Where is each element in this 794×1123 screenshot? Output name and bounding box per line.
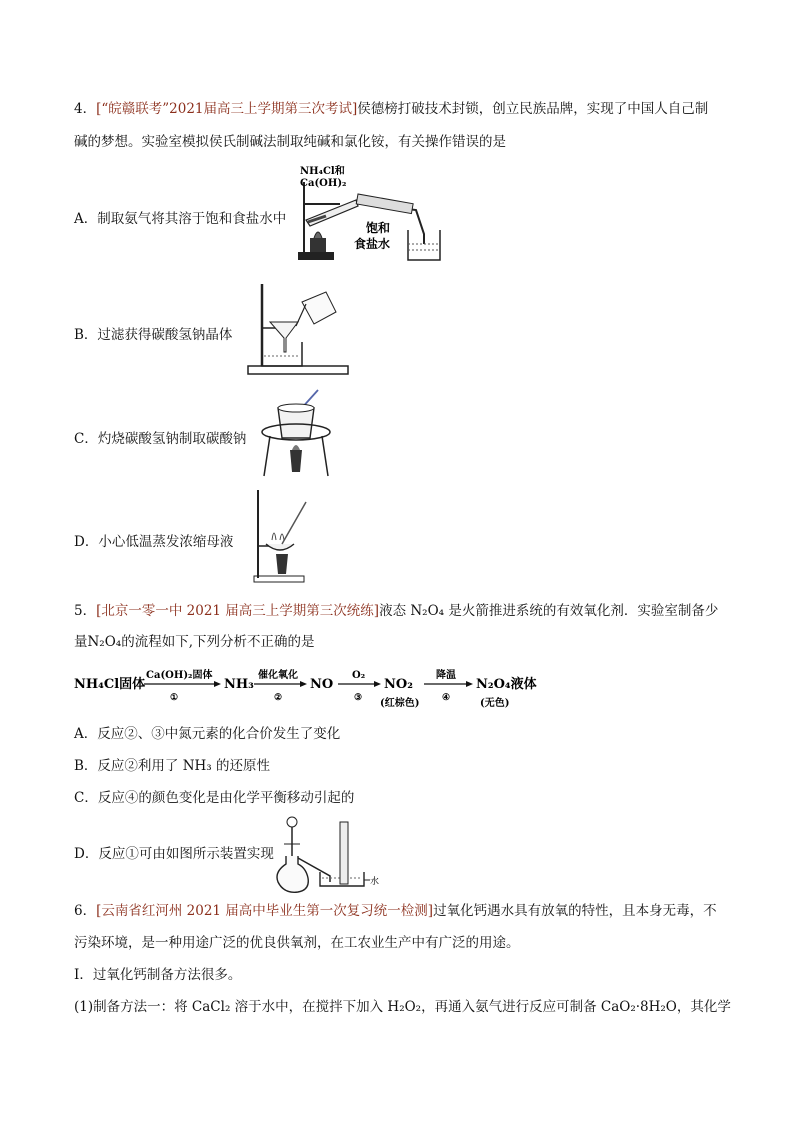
flow-arrow4-bottom: ④ [442,693,451,703]
q5-option-c[interactable]: C．反应④的颜色变化是由化学平衡移动引起的 [74,790,355,806]
flow-start: NH₄Cl固体 [74,677,146,692]
q5-number: 5． [74,603,97,619]
q5-figure-d [270,816,380,894]
q4-figure-c [256,388,336,478]
flow-s3: NO [310,677,334,692]
q6-section-heading: Ⅰ．过氧化钙制备方法很多。 [74,967,242,983]
q4-figure-a [296,164,472,264]
q4-number: 4． [74,101,97,117]
q4-option-a[interactable]: A．制取氨气将其溶于饱和食盐水中 [74,211,287,227]
q5-text: 液态 N₂O₄ 是火箭推进系统的有效氧化剂．实验室制备少 [379,603,719,619]
flow-s2: NH₃ [224,677,254,692]
flow-arrow2-bottom: ② [274,693,283,703]
q6-method1: (1)制备方法一：将 CaCl₂ 溶于水中，在搅拌下加入 H₂O₂，再通入氨气进行反应可制备 CaO₂·8H₂O，其化学 [74,999,731,1015]
q4-option-c[interactable]: C．灼烧碳酸氢钠制取碳酸钠 [74,431,247,447]
q5-stem-line1 [74,600,742,622]
q4-stem-line1 [74,98,742,120]
q5-fig-d-label: 水 [370,877,380,887]
flow-arrow3-top: O₂ [352,670,366,681]
q6-text: 过氧化钙遇水具有放氧的特性，且本身无毒，不 [433,903,717,919]
q6-number: 6． [74,903,97,919]
q5-flow-diagram [74,664,544,712]
q6-stem-line2: 污染环境，是一种用途广泛的优良供氧剂，在工农业生产中有广泛的用途。 [74,935,520,951]
q4-stem-line2: 碱的梦想。实验室模拟侯氏制碱法制取纯碱和氯化铵，有关操作错误的是 [74,134,506,150]
q5-stem-line2: 量N₂O₄的流程如下,下列分析不正确的是 [74,634,315,650]
flow-arrow3-bottom: ③ [354,693,363,703]
q4-text: 侯德榜打破技术封锁，创立民族品牌，实现了中国人自己制 [357,101,709,117]
flow-arrow1-bottom: ① [170,693,179,703]
q4-fig-a-label3: 饱和 [366,221,391,235]
q4-figure-d [252,488,316,584]
q4-fig-a-label4: 食盐水 [354,237,391,251]
flow-arrow4-top: 降温 [436,670,456,681]
q4-source: [“皖赣联考”2021届高三上学期第三次考试] [96,101,358,117]
q5-source: [北京一零一中 2021 届高三上学期第三次统练] [96,603,380,619]
flow-s5: N₂O₄液体 [476,677,537,692]
q5-option-d[interactable]: D．反应①可由如图所示装置实现 [74,846,274,862]
flow-s5-note: (无色) [480,698,510,709]
flow-arrow1-top: Ca(OH)₂固体 [146,670,213,681]
q6-source: [云南省红河州 2021 届高中毕业生第一次复习统一检测] [96,903,434,919]
q4-option-b[interactable]: B．过滤获得碳酸氢钠晶体 [74,327,233,343]
q4-figure-b [244,282,356,378]
q5-option-b[interactable]: B．反应②利用了 NH₃ 的还原性 [74,758,271,774]
flow-arrow2-top: 催化氧化 [258,670,298,681]
flow-s4-note: (红棕色) [380,698,420,709]
flow-s4: NO₂ [384,677,413,692]
q4-option-d[interactable]: D．小心低温蒸发浓缩母液 [74,534,234,550]
q5-option-a[interactable]: A．反应②、③中氮元素的化合价发生了变化 [74,726,341,742]
q6-stem-line1 [74,900,742,922]
q4-fig-a-label1: NH₄Cl和 [300,166,345,177]
q4-fig-a-label2: Ca(OH)₂ [300,178,347,189]
